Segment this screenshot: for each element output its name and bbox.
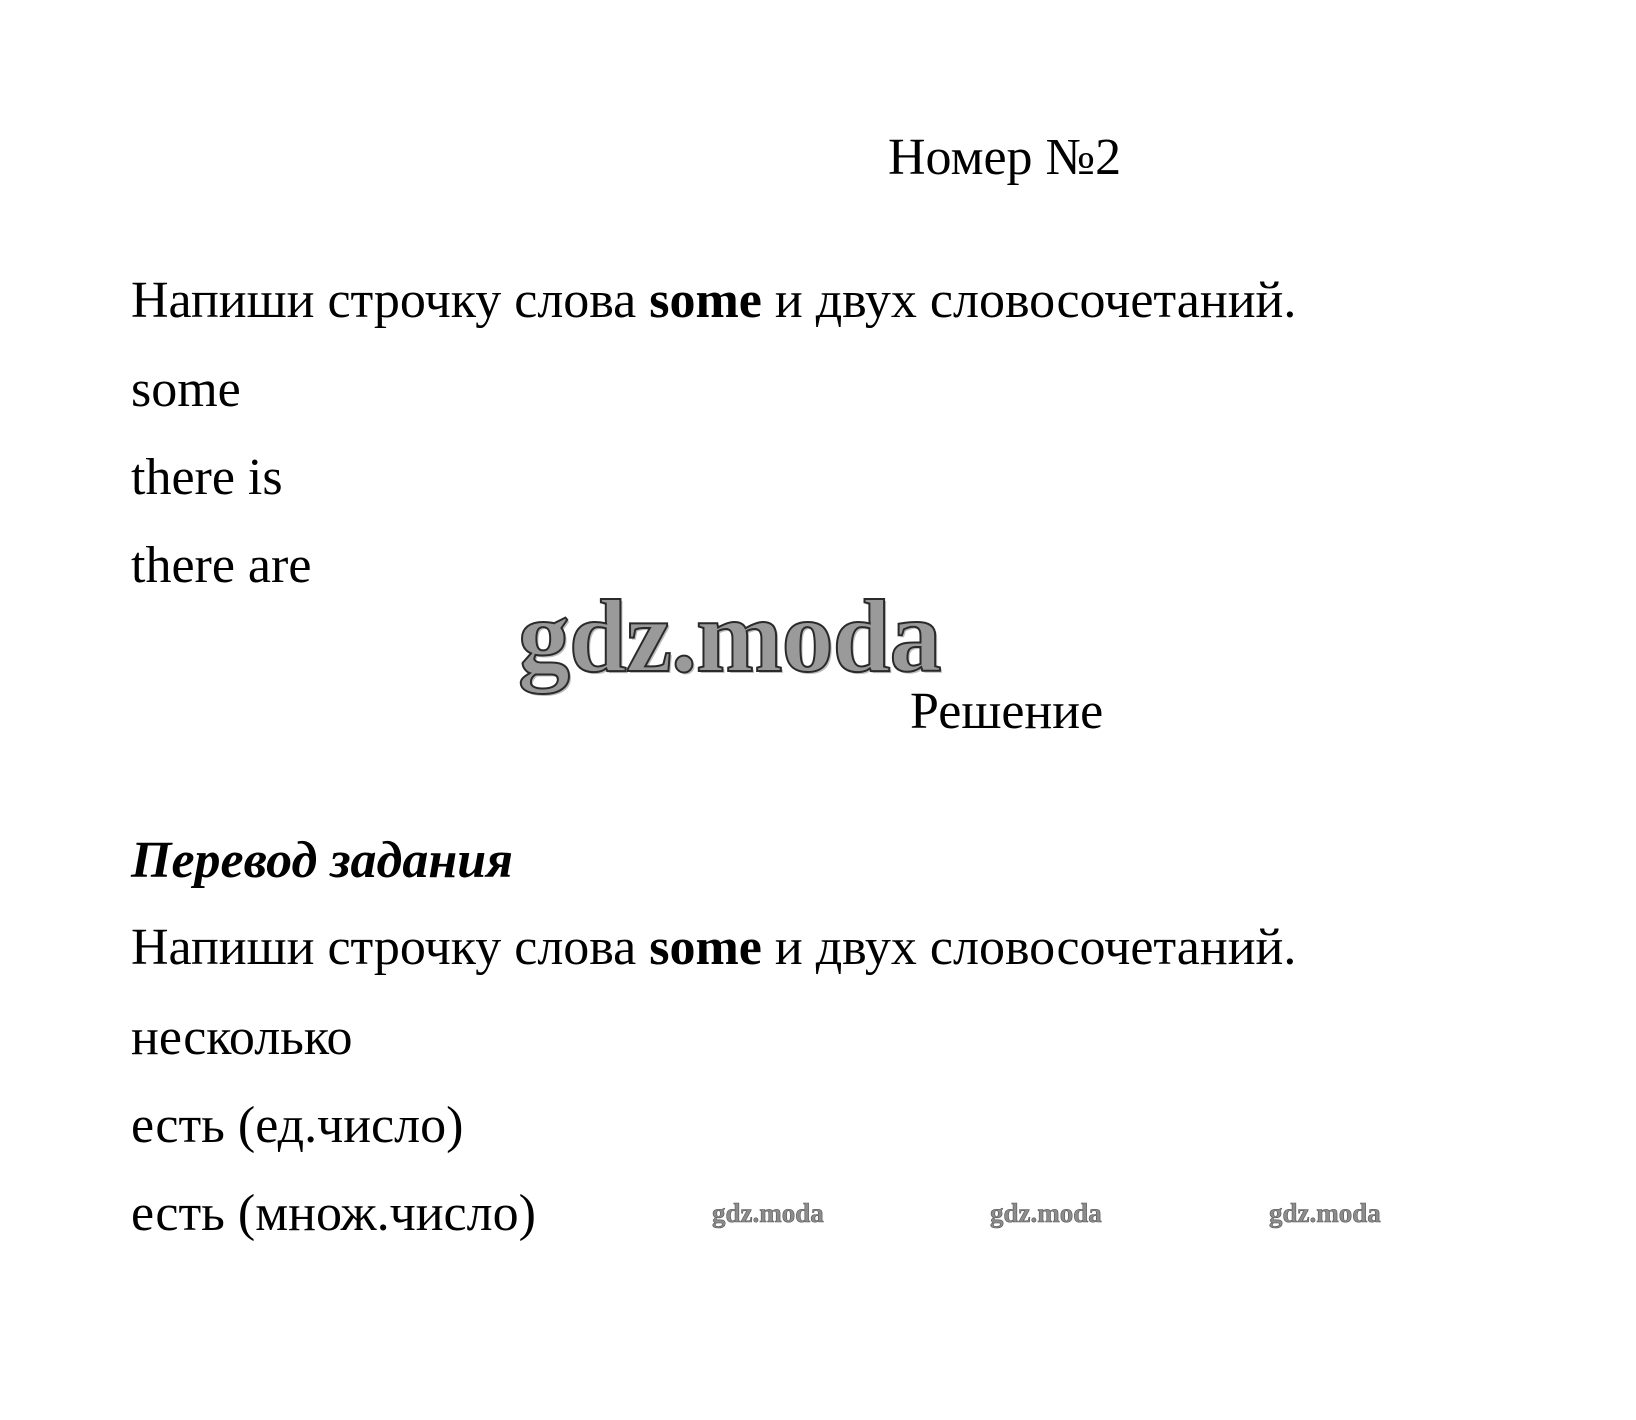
watermark-small: gdz.moda — [1269, 1198, 1381, 1228]
translation-instruction — [131, 919, 1297, 976]
task-instruction — [131, 272, 1297, 329]
watermark-logo: gdz.moda — [518, 579, 941, 694]
task-instruction-prefix: Напиши строчку слова — [131, 272, 650, 329]
watermark-small: gdz.moda — [712, 1198, 824, 1228]
task-keyword: some — [649, 272, 762, 329]
translation-keyword: some — [649, 919, 762, 976]
translation-line-some: несколько — [131, 1009, 353, 1066]
task-instruction-suffix: и двух словосочетаний. — [761, 272, 1297, 329]
watermark-small: gdz.moda — [990, 1198, 1102, 1228]
solution-label: Решение — [910, 683, 1104, 740]
page-title: Номер №2 — [888, 129, 1122, 186]
task-line-there-are: there are — [131, 537, 312, 594]
task-line-there-is: there is — [131, 449, 283, 506]
translation-line-there-is: есть (ед.число) — [131, 1097, 464, 1154]
translation-line-there-are: есть (множ.число) — [131, 1185, 536, 1242]
translation-instruction-suffix: и двух словосочетаний. — [761, 919, 1297, 976]
translation-instruction-prefix: Напиши строчку слова — [131, 919, 650, 976]
translation-heading: Перевод задания — [131, 832, 513, 889]
task-line-some: some — [131, 361, 241, 418]
